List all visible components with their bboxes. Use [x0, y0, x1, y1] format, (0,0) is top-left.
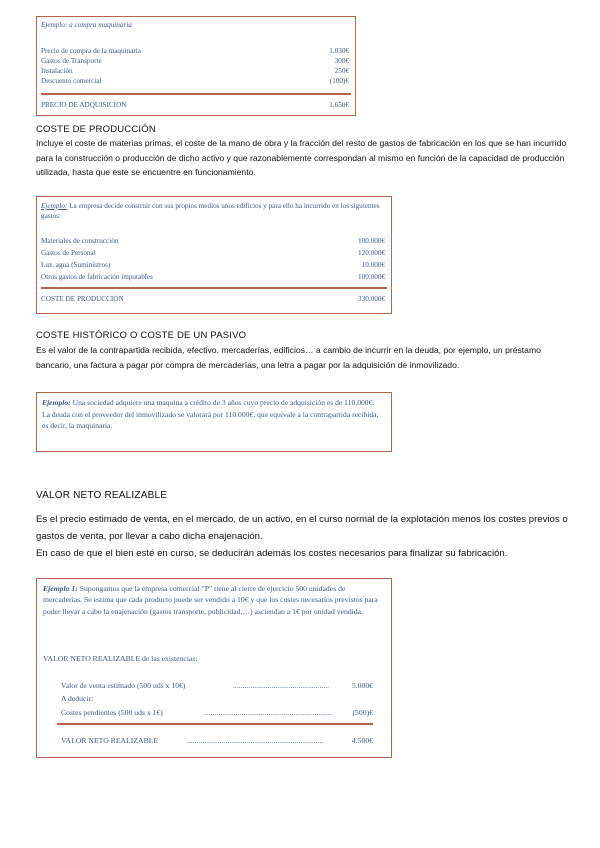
box1-total-label: PRECIO DE ADQUISICIÓN [41, 101, 127, 109]
box1-row-value: 250€ [334, 67, 349, 75]
box3-line2: La deuda con el proveedor del inmovilizado se valorará por 110.000€, que equivale a la contrapartida recibida; es decir, la maquinaria. [42, 409, 379, 430]
box1-row-label: Gastos de Transporte [41, 57, 102, 65]
box3-title: Ejemplo: [42, 398, 71, 407]
box1-row-value: 300€ [334, 57, 349, 65]
box4-subtitle: VALOR NETO REALIZABLE de las existencias: [43, 654, 198, 663]
box4-row-label: Valor de venta estimado (500 uds x 10€) [61, 681, 186, 690]
section-heading-historical-cost: COSTE HISTÓRICO O COSTE DE UN PASIVO [36, 330, 247, 341]
box2-row-value: 100.000€ [358, 273, 385, 281]
box1-divider [41, 93, 351, 95]
example-box-purchase [36, 16, 356, 116]
box4-divider [57, 723, 373, 725]
section-heading-production-cost: COSTE DE PRODUCCIÓN [36, 124, 156, 135]
box1-row-value: 1.030€ [329, 47, 349, 55]
box2-intro: La empresa decide construir con sus propios medios unos edificios y para ello ha incurrido en los siguientes gastos: [41, 202, 380, 220]
box2-row-value: 10.000€ [361, 261, 385, 269]
section-text-production-cost: Incluye el coste de materias primas, el coste de la mano de obra y la fracción del resto de gastos de fabricación en los que se han incurrido para la construcción o producción de dicho activo y que razonablemente correspondan al mismo en función de la capacidad de producción utilizada, hasta que este se encuentre en funcionamiento. [36, 138, 567, 177]
box2-row-value: 100.000€ [358, 237, 385, 245]
box3-text-block [42, 397, 386, 432]
box4-leader-dots: ....................................................................... [187, 736, 324, 745]
box2-divider [41, 287, 387, 289]
example-box-net-realizable [36, 578, 392, 758]
box4-leader-dots: .................................................................. [205, 708, 332, 717]
box4-total-value: 4.500€ [351, 736, 373, 745]
box4-intro: Supongamos que la empresa comercial "P" tiene al cierre de ejercicio 500 unidades de mercaderías. Se estima que cada producto puede ser vendido a 10€ y que los costes necesarios previstos para poder llevar a cabo la enajenación (gastos transporte, publicidad,…) asciendan a 1€ por unidad vendida. [43, 584, 378, 616]
box1-row-value: (100)€ [329, 77, 349, 85]
section-text-net-realizable-2: En caso de que el bien esté en curso, se deducirán además los costes necesarios para finalizar su fabricación. [36, 548, 508, 559]
section-text-net-realizable: Es el precio estimado de venta, en el mercado, de un activo, en el curso normal de la explotación menos los costes previos o gastos de venta, por llevar a cabo dicha enajenación. [36, 514, 568, 542]
box4-intro-block [43, 583, 385, 617]
box1-row-label: Precio de compra de la maquinaria [41, 47, 141, 55]
box1-total-value: 1.650€ [329, 101, 349, 109]
box2-row-label: Otros gastos de fabricación imputables [41, 273, 153, 281]
box2-total-label: COSTE DE PRODUCCIÓN [41, 295, 124, 303]
section-text-historical-cost: Es el valor de la contrapartida recibida, efectivo, mercaderías, edificios… a cambio de incurrir en la deuda, por ejemplo, un préstamo bancario, una factura a pagar por compra de mercaderías, una letra a pagar por la adquisición de inmovilizado. [36, 345, 541, 370]
box3-line1: Una sociedad adquiere una maquina a crédito de 3 años cuyo precio de adquisición es de 110.000€. [72, 398, 375, 407]
example-box-liability [36, 392, 392, 452]
box2-title: Ejemplo: [41, 202, 68, 210]
box4-row-value: (500)€ [352, 708, 373, 717]
box4-row-label: Costes pendientes (500 uds x 1€) [61, 708, 163, 717]
box1-title: Ejemplo: a compra maquinaria [41, 21, 132, 29]
example-box-production [36, 196, 392, 314]
box4-deduct-label: A deducir: [61, 694, 94, 703]
section-heading-net-realizable: VALOR NETO REALIZABLE [36, 490, 168, 501]
box4-row-value: 5.000€ [351, 681, 373, 690]
box2-row-label: Materiales de construcción [41, 237, 119, 245]
box2-row-label: Gastos de Personal [41, 249, 96, 257]
box1-row-label: Descuento comercial [41, 77, 102, 85]
box1-row-label: Instalación [41, 67, 73, 75]
box2-row-label: Luz, agua (Suministros) [41, 261, 111, 269]
box2-row-value: 120.000€ [358, 249, 385, 257]
box4-total-label: VALOR NETO REALIZABLE [61, 736, 159, 745]
box2-intro-block [41, 201, 386, 221]
box2-total-value: 330.000€ [358, 295, 385, 303]
box4-title: Ejemplo 1: [43, 584, 78, 593]
box4-leader-dots: .................................................. [233, 681, 330, 690]
